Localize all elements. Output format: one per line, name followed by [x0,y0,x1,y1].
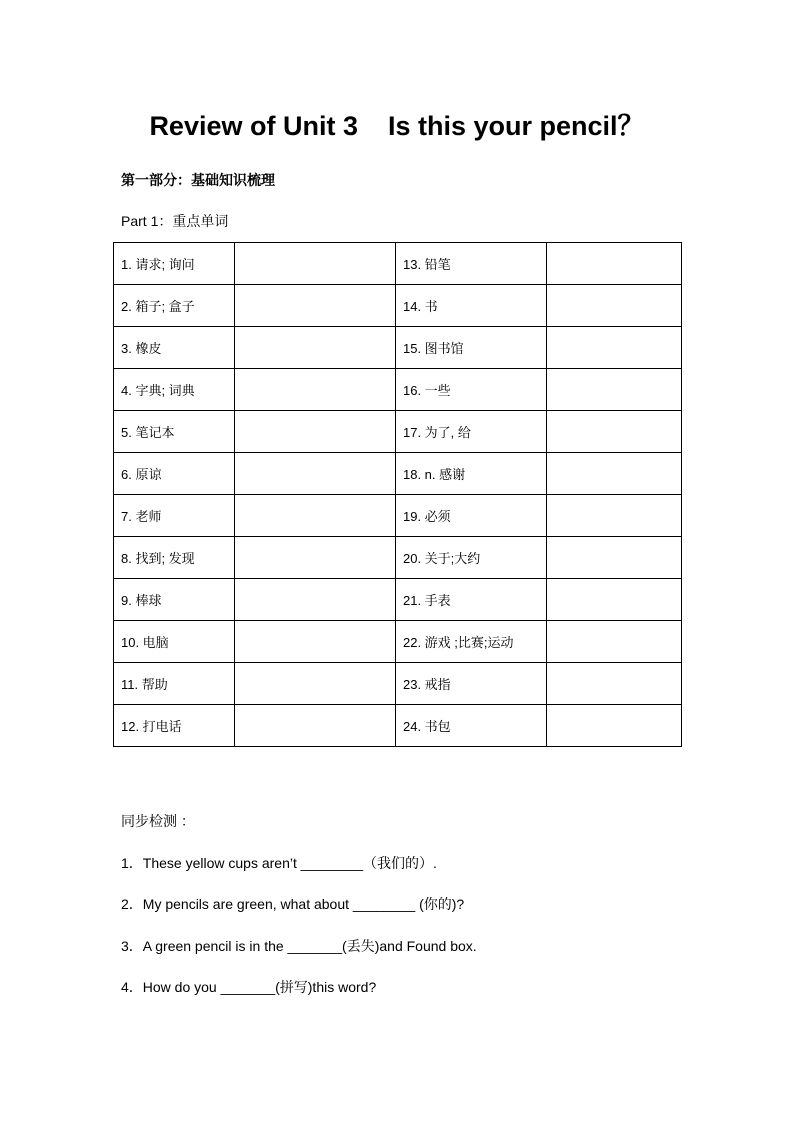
answer-cell-left[interactable] [235,495,396,537]
question-1: 1．These yellow cups aren’t ________（我们的）. [121,855,437,871]
answer-cell-right[interactable] [547,285,682,327]
answer-cell-right[interactable] [547,495,682,537]
answer-cell-left[interactable] [235,369,396,411]
vocab-term-left: 10. 电脑 [114,621,235,663]
vocab-term-right: 17. 为了, 给 [396,411,547,453]
answer-cell-right[interactable] [547,411,682,453]
vocab-term-left: 8. 找到; 发现 [114,537,235,579]
answer-cell-left[interactable] [235,243,396,285]
question-4: 4．How do you _______(拼写)this word? [121,979,377,995]
vocab-term-right: 16. 一些 [396,369,547,411]
vocab-term-left: 11. 帮助 [114,663,235,705]
vocab-term-right: 23. 戒指 [396,663,547,705]
answer-cell-right[interactable] [547,243,682,285]
question-3: 3．A green pencil is in the _______(丢失)and Found box. [121,938,477,954]
answer-cell-left[interactable] [235,621,396,663]
answer-cell-right[interactable] [547,453,682,495]
vocab-term-right: 20. 关于;大约 [396,537,547,579]
table-row [114,327,682,369]
vocab-term-left: 7. 老师 [114,495,235,537]
answer-cell-left[interactable] [235,411,396,453]
vocab-term-right: 21. 手表 [396,579,547,621]
table-row [114,537,682,579]
vocab-term-right: 18. n. 感谢 [396,453,547,495]
vocab-term-left: 12. 打电话 [114,705,235,747]
answer-cell-left[interactable] [235,453,396,495]
vocab-term-right: 15. 图书馆 [396,327,547,369]
table-row [114,495,682,537]
answer-cell-right[interactable] [547,705,682,747]
answer-cell-right[interactable] [547,663,682,705]
table-row [114,579,682,621]
document-title: Review of Unit 3 Is this your pencil？ [149,111,645,141]
answer-cell-left[interactable] [235,537,396,579]
check-heading: 同步检测 ： [121,813,195,829]
vocab-term-right: 19. 必须 [396,495,547,537]
table-row [114,663,682,705]
answer-cell-left[interactable] [235,285,396,327]
table-row [114,369,682,411]
vocab-term-left: 6. 原谅 [114,453,235,495]
vocab-term-left: 2. 箱子; 盒子 [114,285,235,327]
vocab-term-right: 13. 铅笔 [396,243,547,285]
answer-cell-left[interactable] [235,663,396,705]
vocab-term-right: 14. 书 [396,285,547,327]
table-row [114,243,682,285]
answer-cell-left[interactable] [235,327,396,369]
answer-cell-right[interactable] [547,327,682,369]
vocab-term-right: 24. 书包 [396,705,547,747]
answer-cell-right[interactable] [547,537,682,579]
answer-cell-right[interactable] [547,621,682,663]
answer-cell-left[interactable] [235,579,396,621]
table-row [114,621,682,663]
section-heading: 第一部分：基础知识梳理 [121,172,275,188]
vocab-term-left: 9. 棒球 [114,579,235,621]
table-row [114,411,682,453]
table-row [114,705,682,747]
vocabulary-table [113,242,682,747]
vocab-term-left: 4. 字典; 词典 [114,369,235,411]
vocab-term-left: 5. 笔记本 [114,411,235,453]
vocab-term-left: 1. 请求; 询问 [114,243,235,285]
vocab-term-right: 22. 游戏 ;比赛;运动 [396,621,547,663]
vocab-term-left: 3. 橡皮 [114,327,235,369]
question-2: 2．My pencils are green, what about ________ (你的)? [121,896,465,912]
answer-cell-right[interactable] [547,369,682,411]
table-row [114,453,682,495]
table-row [114,285,682,327]
part-heading: Part 1：重点单词 [121,213,229,229]
answer-cell-left[interactable] [235,705,396,747]
answer-cell-right[interactable] [547,579,682,621]
